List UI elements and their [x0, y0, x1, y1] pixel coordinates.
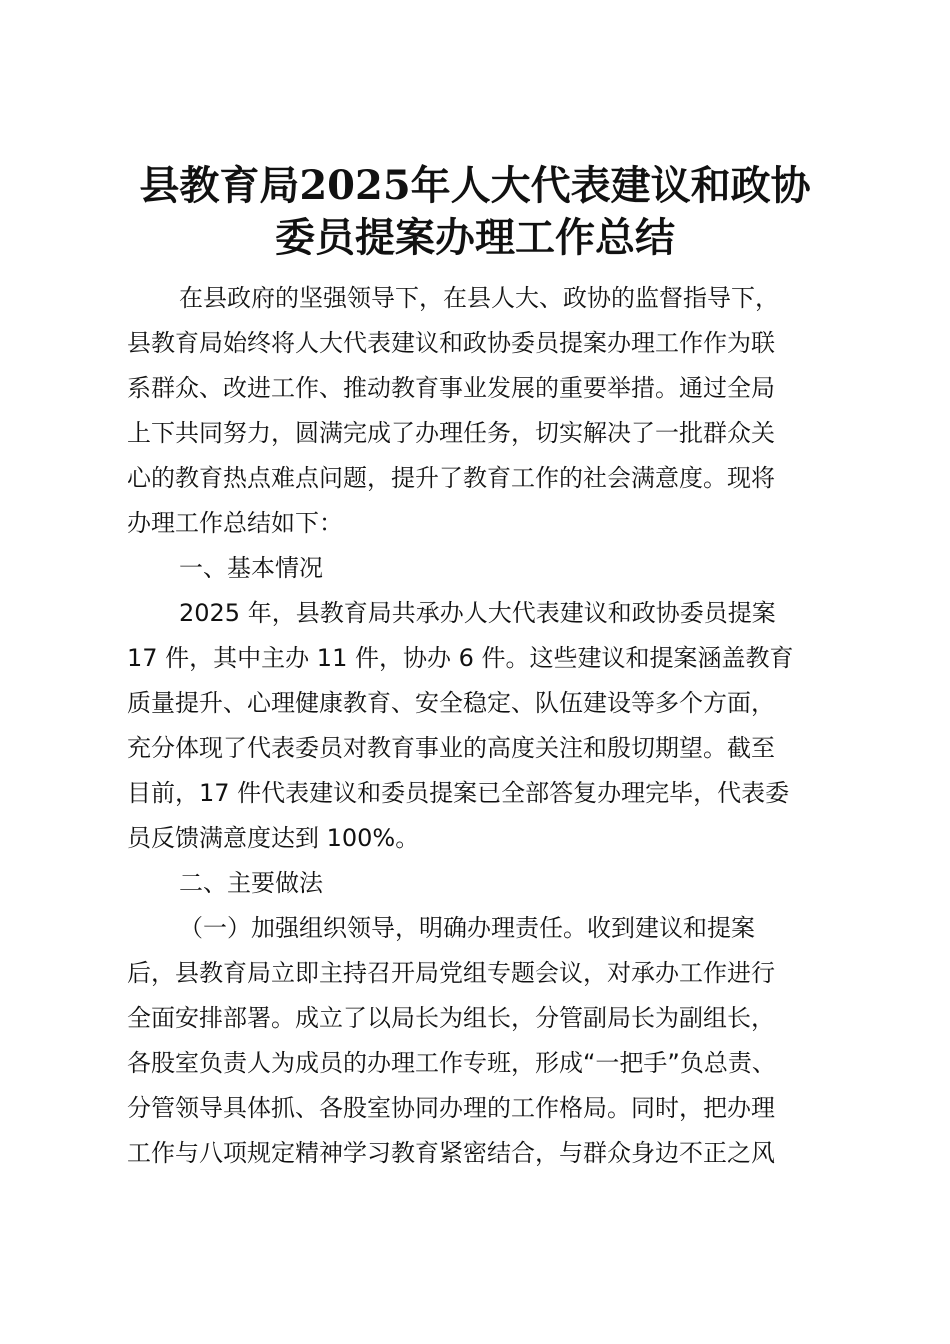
body-line: 17 件，其中主办 11 件，协办 6 件。这些建议和提案涵盖教育 — [127, 644, 794, 672]
section-heading: 一、基本情况 — [179, 554, 323, 582]
body-line: 各股室负责人为成员的办理工作专班，形成“一把手”负总责、 — [127, 1049, 776, 1077]
body-line: 目前，17 件代表建议和委员提案已全部答复办理完毕，代表委 — [127, 779, 790, 807]
body-line: 上下共同努力，圆满完成了办理任务，切实解决了一批群众关 — [127, 419, 775, 447]
body-line: 系群众、改进工作、推动教育事业发展的重要举措。通过全局 — [127, 374, 775, 402]
body-line: 后，县教育局立即主持召开局党组专题会议，对承办工作进行 — [127, 959, 775, 987]
body-line: （一）加强组织领导，明确办理责任。收到建议和提案 — [179, 914, 755, 942]
document-title — [0, 160, 950, 264]
document-body — [127, 276, 827, 1176]
section-heading: 二、主要做法 — [179, 869, 323, 897]
title-line-1: 县教育局2025年人大代表建议和政协 — [139, 162, 811, 209]
body-line: 分管领导具体抓、各股室协同办理的工作格局。同时，把办理 — [127, 1094, 775, 1122]
body-line: 员反馈满意度达到 100%。 — [127, 824, 420, 852]
body-line: 办理工作总结如下： — [127, 509, 343, 537]
body-line: 充分体现了代表委员对教育事业的高度关注和殷切期望。截至 — [127, 734, 775, 762]
body-line: 全面安排部署。成立了以局长为组长，分管副局长为副组长， — [127, 1004, 775, 1032]
body-line: 县教育局始终将人大代表建议和政协委员提案办理工作作为联 — [127, 329, 775, 357]
body-line: 在县政府的坚强领导下，在县人大、政协的监督指导下， — [179, 284, 779, 312]
title-line-2: 委员提案办理工作总结 — [275, 214, 675, 261]
body-line: 心的教育热点难点问题，提升了教育工作的社会满意度。现将 — [127, 464, 775, 492]
body-line: 2025 年，县教育局共承办人大代表建议和政协委员提案 — [179, 599, 776, 627]
body-line: 质量提升、心理健康教育、安全稳定、队伍建设等多个方面， — [127, 689, 775, 717]
body-line: 工作与八项规定精神学习教育紧密结合，与群众身边不正之风 — [127, 1139, 775, 1167]
